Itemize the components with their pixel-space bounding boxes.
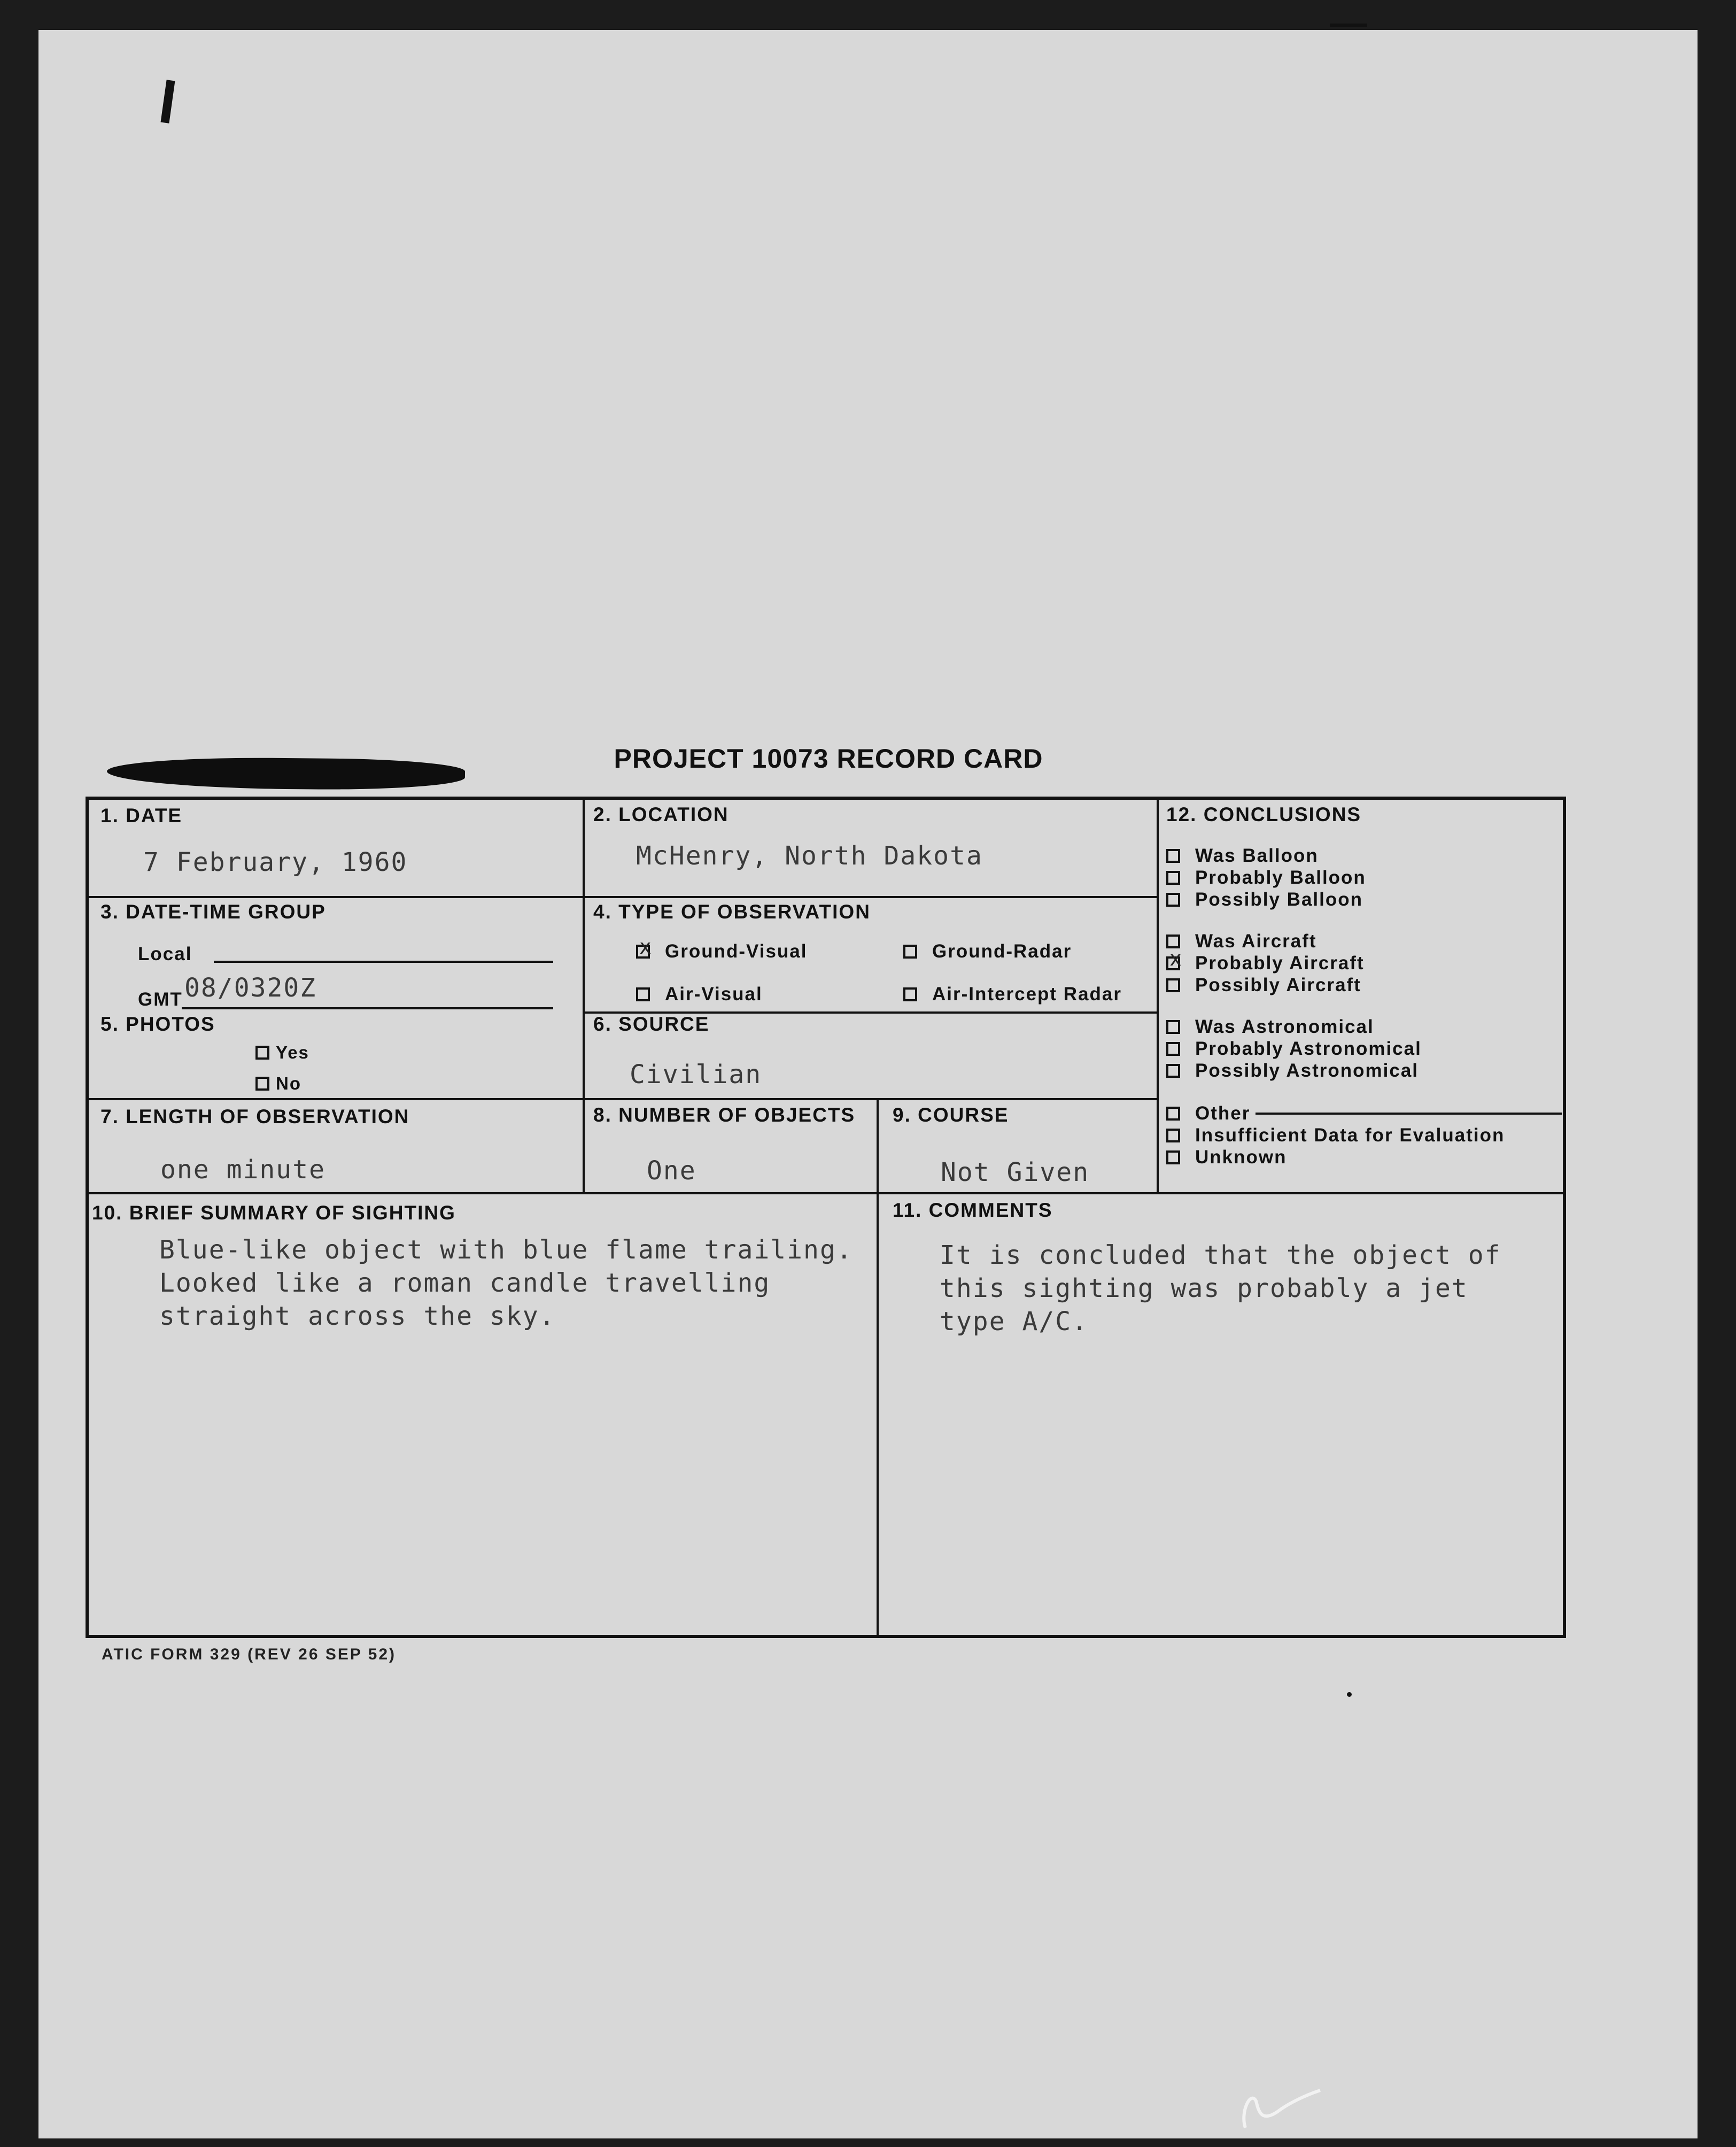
film-speck <box>1347 1692 1352 1697</box>
conclusion-probably-balloon[interactable] <box>1166 867 1562 889</box>
divider <box>877 1099 879 1636</box>
option-label: Unknown <box>1195 1146 1287 1168</box>
option-label: No <box>276 1074 301 1093</box>
divider <box>583 798 585 1194</box>
local-field <box>214 961 553 963</box>
photos-yes-option[interactable] <box>255 1042 309 1063</box>
option-label: Probably Astronomical <box>1195 1038 1422 1059</box>
checkbox[interactable] <box>1166 849 1180 863</box>
checkbox[interactable] <box>1166 1064 1180 1078</box>
summary-label: 10. BRIEF SUMMARY OF SIGHTING <box>92 1202 456 1224</box>
option-label: Probably Balloon <box>1195 867 1366 888</box>
checkbox[interactable] <box>1166 978 1180 992</box>
option-label: Possibly Balloon <box>1195 889 1363 910</box>
handwritten-mark-icon <box>1235 2080 1331 2133</box>
source-label: 6. SOURCE <box>593 1013 710 1035</box>
local-label: Local <box>138 944 192 964</box>
option-label: Possibly Astronomical <box>1195 1060 1419 1081</box>
conclusion-was-astronomical[interactable] <box>1166 1016 1562 1038</box>
option-ground-visual[interactable] <box>636 941 808 962</box>
conclusion-other[interactable] <box>1166 1102 1562 1124</box>
gmt-value: 08/0320Z <box>184 973 317 1003</box>
conclusion-was-aircraft[interactable] <box>1166 930 1562 952</box>
conclusions-label: 12. CONCLUSIONS <box>1166 804 1362 825</box>
summary-line: Blue-like object with blue flame trailing. <box>159 1235 853 1265</box>
conclusion-was-balloon[interactable] <box>1166 845 1562 867</box>
checkbox[interactable] <box>903 945 917 959</box>
checkbox[interactable] <box>1166 893 1180 907</box>
comments-line: type A/C. <box>940 1307 1089 1337</box>
conclusions-group-other <box>1166 1102 1562 1168</box>
other-line <box>1256 1112 1562 1115</box>
length-value: one minute <box>160 1155 326 1185</box>
conclusion-possibly-balloon[interactable] <box>1166 889 1562 910</box>
photos-label: 5. PHOTOS <box>100 1013 215 1035</box>
location-label: 2. LOCATION <box>593 804 729 825</box>
photos-no-option[interactable] <box>255 1074 301 1094</box>
objects-value: One <box>647 1156 696 1186</box>
option-label: Ground-Radar <box>932 941 1072 962</box>
form-number: ATIC FORM 329 (REV 26 SEP 52) <box>102 1646 397 1663</box>
option-label: Other <box>1195 1102 1251 1124</box>
conclusion-unknown[interactable] <box>1166 1146 1562 1168</box>
option-label: Ground-Visual <box>665 941 808 962</box>
divider <box>88 1192 1564 1194</box>
checkbox[interactable] <box>255 1077 269 1091</box>
option-label: Air-Intercept Radar <box>932 984 1122 1005</box>
divider <box>88 1098 1157 1100</box>
comments-line: It is concluded that the object of <box>940 1240 1501 1270</box>
divider <box>1157 798 1159 1194</box>
option-label: Was Aircraft <box>1195 930 1317 952</box>
film-speck <box>1330 24 1367 27</box>
checkbox-checked[interactable] <box>636 945 650 959</box>
divider <box>88 896 1157 898</box>
date-value: 7 February, 1960 <box>143 847 408 877</box>
option-label: Air-Visual <box>665 984 763 1005</box>
summary-line: straight across the sky. <box>159 1301 556 1331</box>
checkbox[interactable] <box>1166 1129 1180 1142</box>
course-value: Not Given <box>941 1157 1090 1187</box>
dtg-label: 3. DATE-TIME GROUP <box>100 901 326 923</box>
checkbox-checked[interactable] <box>1166 956 1180 970</box>
comments-label: 11. COMMENTS <box>893 1199 1053 1221</box>
checkbox[interactable] <box>1166 871 1180 885</box>
checkbox[interactable] <box>255 1046 269 1060</box>
conclusion-probably-aircraft[interactable] <box>1166 952 1562 974</box>
conclusion-possibly-astronomical[interactable] <box>1166 1060 1562 1082</box>
summary-line: Looked like a roman candle travelling <box>159 1268 771 1298</box>
conclusions-group-aircraft <box>1166 930 1562 996</box>
conclusion-probably-astronomical[interactable] <box>1166 1038 1562 1060</box>
page-title: PROJECT 10073 RECORD CARD <box>614 744 1043 774</box>
checkbox[interactable] <box>1166 1042 1180 1056</box>
option-label: Was Astronomical <box>1195 1016 1374 1037</box>
checkbox[interactable] <box>1166 1150 1180 1164</box>
conclusions-group-astronomical <box>1166 1016 1562 1082</box>
length-label: 7. LENGTH OF OBSERVATION <box>100 1106 410 1127</box>
conclusion-possibly-aircraft[interactable] <box>1166 974 1562 996</box>
gmt-field <box>182 1007 553 1009</box>
option-air-intercept-radar[interactable] <box>903 984 1122 1005</box>
option-label: Insufficient Data for Evaluation <box>1195 1124 1505 1146</box>
date-label: 1. DATE <box>100 805 183 827</box>
conclusion-insufficient-data[interactable] <box>1166 1124 1562 1146</box>
option-label: Yes <box>276 1042 309 1062</box>
source-value: Civilian <box>630 1060 762 1090</box>
checkbox[interactable] <box>1166 1107 1180 1121</box>
conclusions-group-balloon <box>1166 845 1562 910</box>
location-value: McHenry, North Dakota <box>636 841 983 871</box>
objects-label: 8. NUMBER OF OBJECTS <box>593 1104 856 1126</box>
observation-type-label: 4. TYPE OF OBSERVATION <box>593 901 871 923</box>
comments-line: this sighting was probably a jet <box>940 1273 1468 1303</box>
option-label: Probably Aircraft <box>1195 952 1365 974</box>
course-label: 9. COURSE <box>893 1104 1009 1126</box>
checkbox[interactable] <box>1166 1020 1180 1034</box>
option-label: Possibly Aircraft <box>1195 974 1361 995</box>
option-ground-radar[interactable] <box>903 941 1072 962</box>
option-air-visual[interactable] <box>636 984 763 1005</box>
option-label: Was Balloon <box>1195 845 1319 866</box>
gmt-label: GMT <box>138 989 183 1010</box>
checkbox[interactable] <box>636 987 650 1001</box>
checkbox[interactable] <box>903 987 917 1001</box>
